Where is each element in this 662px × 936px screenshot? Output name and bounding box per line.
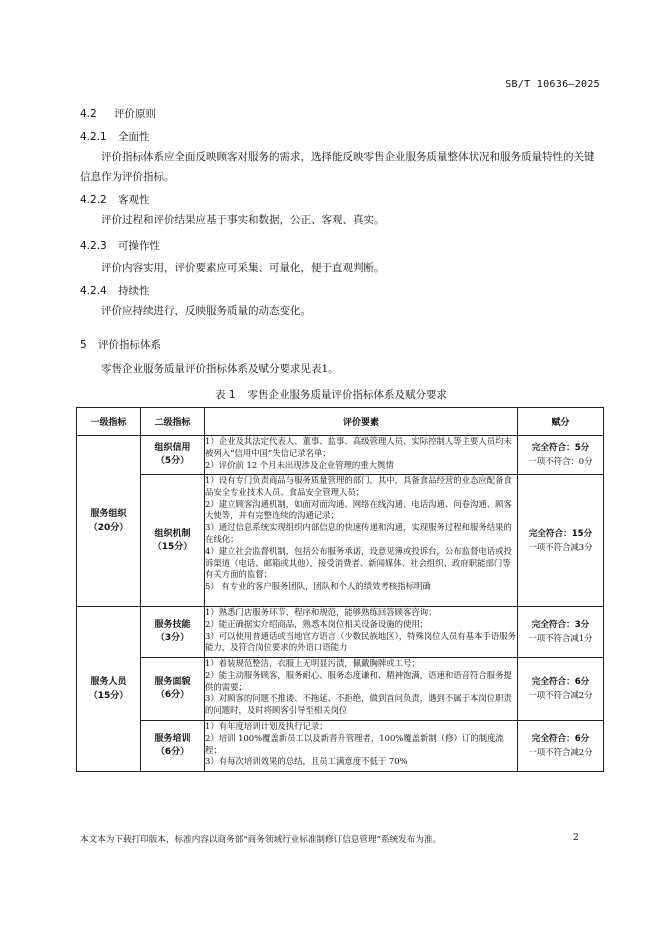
section-4-2-4-text: 评价应持续进行，反映服务质量的动态变化。 <box>101 305 311 317</box>
section-number: 4.2.2 <box>80 194 107 206</box>
requirement-item: 3）有每次培训效果的总结，且员工满意度不低于 70% <box>205 756 408 767</box>
header-level2: 二级指标 <box>141 408 205 436</box>
requirement-item: 1）有年度培训计划及执行记录； <box>205 721 328 731</box>
section-4-2-2-text: 评价过程和评价结果应基于事实和数据，公正、客观、真实。 <box>101 214 385 226</box>
section-title: 持续性 <box>118 285 150 297</box>
requirements-cell <box>205 721 518 772</box>
section-number: 4.2.4 <box>80 285 107 297</box>
table-row <box>77 721 604 772</box>
level2-points: （5分） <box>155 456 190 466</box>
section-5-text: 零售企业服务质量评价指标体系及赋分要求见表1。 <box>101 363 339 375</box>
requirements-cell <box>205 607 518 658</box>
requirement-item: 1）熟悉门店服务环节、程序和规范，能够熟练回答顾客咨询； <box>205 607 437 617</box>
level2-points: （3分） <box>155 633 190 643</box>
requirement-item: 1）着装规范整洁，衣服上无明显污渍，佩戴胸牌或工号； <box>205 658 420 668</box>
score-full: 完全符合：3分 <box>531 620 590 630</box>
section-4-2-1-heading <box>80 129 150 144</box>
score-cell <box>518 475 604 607</box>
section-number: 5 <box>80 339 87 351</box>
level1-cell <box>77 607 141 772</box>
score-cell <box>518 436 604 475</box>
footer-note: 本文本为下载打印版本，标准内容以商务部“商务领域行业标准制修订信息管理”系统发布为准。 <box>80 835 442 845</box>
level1-name: 服务组织 <box>90 509 127 519</box>
standard-number: SB/T 10636—2025 <box>505 79 600 90</box>
requirements-cell <box>205 475 518 607</box>
score-full: 完全符合：5分 <box>531 443 590 453</box>
section-4-2-1-text: 评价指标体系应全面反映顾客对服务的需求，选择能反映零售企业服务质量整体状况和服务质量特性的关键信息作为评价指标。 <box>80 151 595 183</box>
score-full: 完全符合：6分 <box>531 677 590 687</box>
level2-cell <box>141 475 205 607</box>
section-title: 评价原则 <box>114 108 156 120</box>
level2-cell <box>141 607 205 658</box>
requirement-item: 2）培训 100%覆盖新员工以及新晋升管理者，100%覆盖新制（修）订的制度流程； <box>205 732 504 755</box>
level1-name: 服务人员 <box>90 677 127 687</box>
header-elements: 评价要素 <box>205 408 518 436</box>
score-deduct: 一项不符合：0分 <box>528 456 593 466</box>
section-4-2-3-text: 评价内容实用，评价要素应可采集、可量化，便于直观判断。 <box>101 262 385 274</box>
score-deduct: 一项不符合减3分 <box>528 541 593 552</box>
level2-name: 组织信用 <box>154 443 191 453</box>
section-4-2-2-heading <box>80 192 150 207</box>
section-title: 可操作性 <box>118 240 160 252</box>
requirement-item: 1）企业及其法定代表人、董事、监事、高级管理人员、实际控制人等主要人员均未被列入“信用中国”失信记录名单； <box>205 436 512 458</box>
score-full: 完全符合：6分 <box>531 734 590 744</box>
score-deduct: 一项不符合减2分 <box>528 747 593 757</box>
section-title: 客观性 <box>118 194 150 206</box>
requirement-item: 2）能正确据实介绍商品，熟悉本岗位相关设备设施的使用； <box>205 618 429 629</box>
header-level1: 一级指标 <box>77 408 141 436</box>
table-header-row <box>77 408 604 436</box>
level2-cell <box>141 436 205 475</box>
score-cell <box>518 658 604 721</box>
section-4-2-3-heading <box>80 238 160 253</box>
requirements-cell <box>205 658 518 721</box>
requirement-item: 5） 有专业的客户服务团队，团队和个人的绩效考核指标明确 <box>205 581 431 592</box>
level2-name: 服务技能 <box>154 620 191 630</box>
requirement-item: 1）设有专门负责商品与服务质量管理的部门。其中，具备食品经营的业态应配备食品安全专业技术人员、食品安全管理人员； <box>205 475 512 497</box>
table-row <box>77 658 604 721</box>
level2-points: （6分） <box>155 747 190 757</box>
score-cell <box>518 721 604 772</box>
level2-name: 组织机制 <box>154 528 191 539</box>
requirement-item: 3）对顾客的问题不推诿、不拖延、不拒绝，做到首问负责，遇到不属于本岗位职责的问题时，及时将顾客引导至相关岗位 <box>205 693 512 716</box>
section-5-heading <box>80 337 161 352</box>
section-title: 评价指标体系 <box>98 339 161 351</box>
table-row <box>77 607 604 658</box>
page-number: 2 <box>573 833 579 843</box>
level1-points: （15分） <box>88 691 129 701</box>
requirement-item: 4）建立社会监督机制，包括公布服务承诺，设意见簿或投诉台，公布监督电话或投诉渠道（电话、邮箱或其他），接受消费者、新闻媒体、社会组织、政府职能部门等有关方面的监督； <box>205 545 512 580</box>
level2-name: 服务面貌 <box>154 677 191 687</box>
section-number: 4.2.3 <box>80 240 107 252</box>
requirement-item: 3）可以使用普通话或当地官方语言（少数民族地区），特殊岗位人员有基本手语服务能力，及符合岗位要求的外语口语能力 <box>205 630 517 653</box>
score-cell <box>518 607 604 658</box>
score-deduct: 一项不符合减2分 <box>528 690 593 700</box>
table-row <box>77 475 604 607</box>
requirement-item: 2）评价前 12 个月未出现涉及企业管理的重大舆情 <box>205 459 394 470</box>
table-caption-number: 表 1 <box>214 389 236 401</box>
level2-name: 服务培训 <box>154 734 191 744</box>
level2-cell <box>141 721 205 772</box>
table-caption-title: 零售企业服务质量评价指标体系及赋分要求 <box>247 389 448 401</box>
table-row <box>77 436 604 475</box>
score-full: 完全符合：15分 <box>528 528 593 539</box>
section-4-2-4-heading <box>80 283 150 298</box>
level2-cell <box>141 658 205 721</box>
table-caption <box>0 387 662 402</box>
level2-points: （6分） <box>155 690 190 700</box>
requirement-item: 2）能主动服务顾客，服务耐心、服务态度谦和、精神饱满，语速和语音符合服务提供的需要； <box>205 669 512 692</box>
requirement-item: 2）建立顾客沟通机制，如面对面沟通、网络在线沟通、电话沟通、问卷沟通、顾客大使等，并有完整连续的沟通记录； <box>205 498 512 521</box>
section-4-2-heading <box>80 106 156 121</box>
requirements-cell <box>205 436 518 475</box>
section-number: 4.2.1 <box>80 131 107 143</box>
score-deduct: 一项不符合减1分 <box>528 633 593 643</box>
section-title: 全面性 <box>118 131 150 143</box>
level1-points: （20分） <box>88 523 129 533</box>
evaluation-index-table <box>76 407 604 772</box>
section-number: 4.2 <box>80 108 97 120</box>
level2-points: （15分） <box>152 541 193 552</box>
level1-cell <box>77 436 141 607</box>
header-score: 赋分 <box>518 408 604 436</box>
requirement-item: 3）通过信息系统实现组织内部信息的快速传递和沟通，实现服务过程和服务结果的在线化； <box>205 522 512 544</box>
